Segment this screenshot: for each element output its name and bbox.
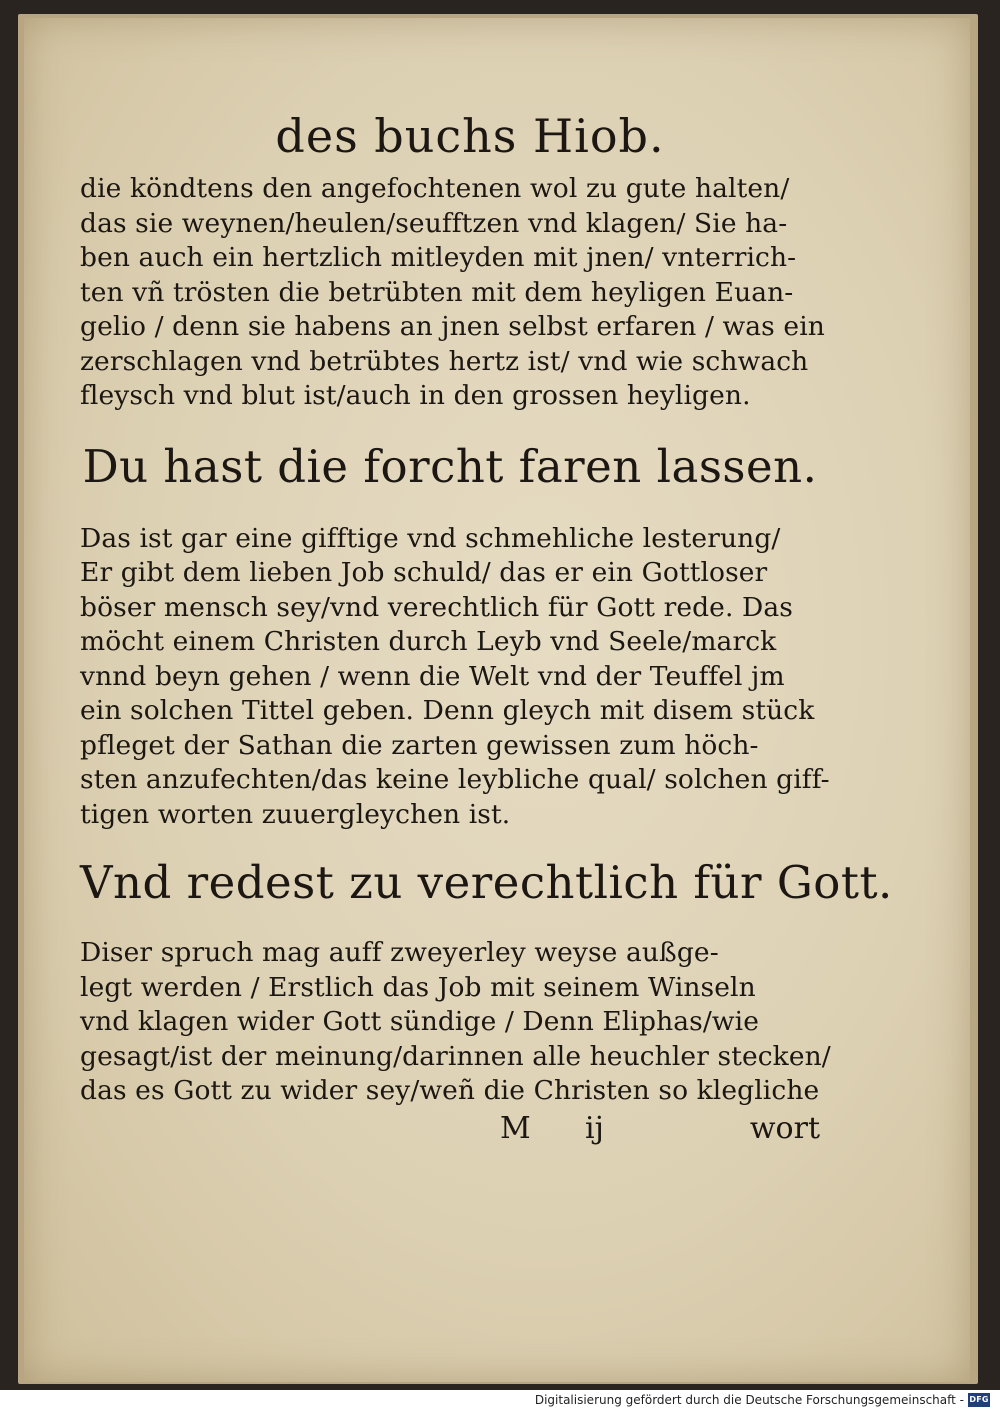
text-line: fleysch vnd blut ist/auch in den grossen heyligen. bbox=[80, 380, 751, 411]
page-text-block bbox=[80, 100, 893, 1149]
section-heading: Vnd redest zu verechtlich für Gott. bbox=[80, 856, 893, 909]
signature-mark: M bbox=[500, 1110, 531, 1146]
digitization-footer bbox=[0, 1390, 1000, 1411]
paragraph-1 bbox=[80, 172, 825, 414]
text-line: das es Gott zu wider sey/weñ die Christen so klegliche bbox=[80, 1075, 820, 1106]
folio-number: ij bbox=[585, 1110, 604, 1146]
page-footer-marks bbox=[80, 1109, 820, 1149]
text-line: legt werden / Erstlich das Job mit seinem Winseln bbox=[80, 971, 756, 1003]
text-line: böser mensch sey/vnd verechtlich für Gott rede. Das bbox=[80, 591, 793, 623]
paragraph-3 bbox=[80, 936, 831, 1109]
text-line: das sie weynen/heulen/seufftzen vnd klagen/ Sie ha- bbox=[80, 207, 788, 239]
text-line: gelio / denn sie habens an jnen selbst erfaren / was ein bbox=[80, 311, 825, 342]
text-line: die köndtens den angefochtenen wol zu gute halten/ bbox=[80, 173, 790, 204]
text-line: vnd klagen wider Gott sündige / Denn Eliphas/wie bbox=[80, 1006, 760, 1037]
text-line: ben auch ein hertzlich mitleyden mit jnen/ vnterrich- bbox=[80, 242, 797, 273]
paragraph-2 bbox=[80, 522, 830, 833]
text-line: ein solchen Tittel geben. Denn gleych mit disem stück bbox=[80, 695, 815, 726]
running-head: des buchs Hiob. bbox=[275, 109, 665, 163]
text-line: Er gibt dem lieben Job schuld/ das er ein Gottloser bbox=[80, 557, 768, 588]
text-line: tigen worten zuuergleychen ist. bbox=[80, 798, 511, 830]
section-heading: Du hast die forcht faren lassen. bbox=[82, 439, 818, 493]
text-line: sten anzufechten/das keine leybliche qual/ solchen giff- bbox=[80, 764, 830, 795]
catchword: wort bbox=[749, 1110, 820, 1146]
text-line: möcht einem Christen durch Leyb vnd Seele/marck bbox=[80, 626, 777, 657]
text-line: zerschlagen vnd betrübtes hertz ist/ vnd wie schwach bbox=[80, 345, 809, 377]
text-line: ten vñ trösten die betrübten mit dem heyligen Euan- bbox=[80, 276, 794, 308]
scanned-page bbox=[24, 18, 970, 1382]
text-line: gesagt/ist der meinung/darinnen alle heuchler stecken/ bbox=[80, 1040, 831, 1072]
text-line: vnnd beyn gehen / wenn die Welt vnd der Teuffel jm bbox=[80, 660, 785, 692]
funding-credit: Digitalisierung gefördert durch die Deutsche Forschungsgemeinschaft - bbox=[534, 1393, 964, 1407]
text-line: Das ist gar eine gifftige vnd schmehliche lesterung/ bbox=[80, 522, 781, 554]
dfg-logo-icon: DFG bbox=[968, 1393, 990, 1407]
text-line: Diser spruch mag auff zweyerley weyse außge- bbox=[80, 937, 719, 968]
text-line: pfleget der Sathan die zarten gewissen zum höch- bbox=[80, 729, 759, 761]
